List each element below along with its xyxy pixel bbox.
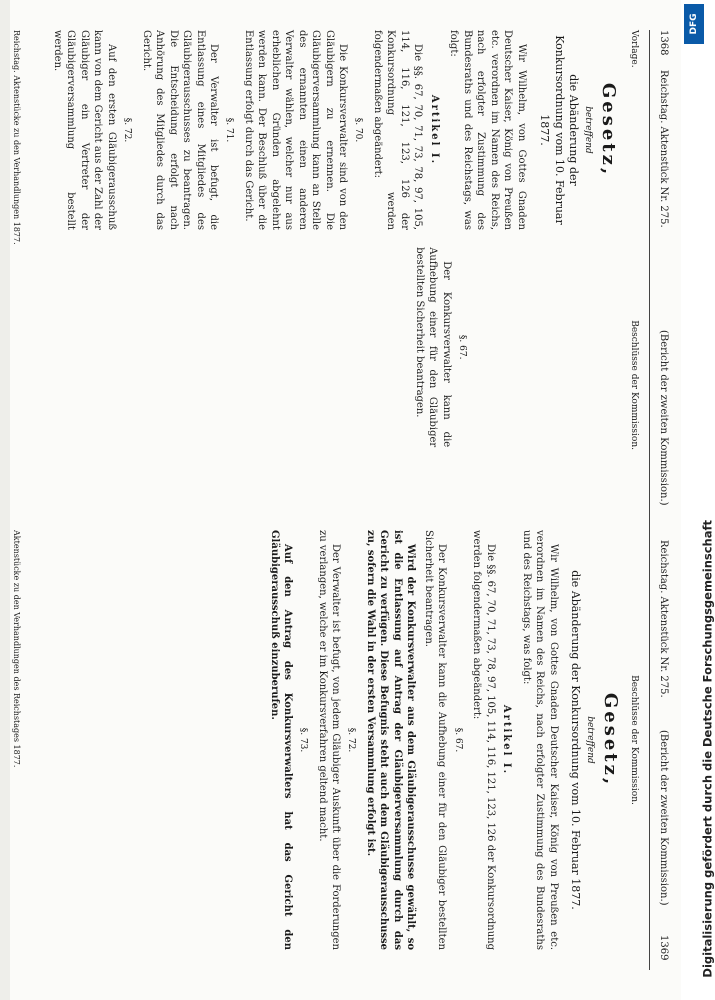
header-title-right: Reichstag. Aktenstück Nr. 275.: [658, 540, 669, 698]
section-71-heading: §. 71.: [224, 117, 235, 143]
right-law-subtitle: betreffend: [584, 716, 595, 764]
right-preamble: Wir Wilhelm, von Gottes Gnaden Deutscher Kaiser, König von Preußen etc. verordnen im Namen des Reichs, nach erfolgter Zustimmung des Bundesraths und des Reichstags, was folgt:: [520, 530, 559, 950]
preamble: Wir Wilhelm, von Gottes Gnaden Deutscher Kaiser, König von Preußen etc. verordnen im Namen des Reichs, nach erfolgter Zustimmung des Bundesraths und des Reichstags, was folgt:: [448, 30, 527, 230]
right-section-73-heading: §. 73.: [298, 727, 309, 753]
left-footer: Reichstag. Aktenstücke zu den Verhandlungen 1877.: [11, 30, 21, 245]
right-page-column: [263, 530, 640, 950]
right-section-73-text: Auf den Antrag des Konkursverwalters hat das Gericht den Gläubigerausschuß einzuberufen.: [268, 530, 294, 950]
right-section-72-text: Der Verwalter ist befugt, von jedem Gläubiger Auskunft über die Forderungen zu verlangen, welche er im Konkursverfahren geltend macht.: [316, 530, 342, 950]
section-67-heading: §. 67.: [456, 334, 467, 360]
article-heading: Artikel I.: [428, 94, 440, 166]
article-text: Die §§. 67, 70, 71, 73, 78, 97, 105, 114, 116, 121, 123, 126 der Konkursordnung werden folgendermaßen abgeändert:: [371, 30, 424, 230]
header-rule: [649, 30, 650, 970]
right-article-heading: Artikel I.: [501, 704, 513, 776]
law-title: Gesetz,: [597, 82, 619, 178]
right-column-label: Beschlüsse der Kommission.: [629, 675, 639, 805]
dfg-logo: DFG: [684, 4, 704, 44]
right-bold-amendment: Wird der Konkursverwalter aus dem Gläubigerausschusse gewählt, so ist die Entlassung auf Antrag der Gläubigerversammlung durch das Gericht zu verfügen. Diese Befugnis steht auch dem Gläubigerausschusse zu, sofern die Wahl in der ersten Versammlung erfolgt ist.: [364, 530, 417, 950]
law-subject: die Abänderung der Konkursordnung vom 10. Februar 1877.: [537, 35, 581, 225]
right-footer: Aktenstücke zu den Verhandlungen des Reichstages 1877.: [11, 530, 21, 768]
dfg-credit: Digitalisierung gefördert durch die Deutsche Forschungsgemeinschaft: [701, 520, 715, 978]
header-mid-right: (Bericht der zweiten Kommission.): [658, 730, 669, 906]
right-law-subject: die Abänderung der Konkursordnung vom 10. Februar 1877.: [569, 570, 583, 910]
dfg-sidebar: [681, 0, 715, 1000]
section-71-text: Der Verwalter ist befugt, die Entlassung eines Mitgliedes des Gläubigerausschusses zu beantragen. Die Entscheidung erfolgt nach Anhörung des Mitgliedes durch das Gericht.: [140, 30, 220, 230]
right-section-72-heading: §. 72.: [346, 727, 357, 753]
page-number-left: 1368: [658, 30, 669, 56]
header-mid-left: (Bericht der zweiten Kommission.): [658, 330, 669, 506]
right-section-67-heading: §. 67.: [452, 727, 463, 753]
right-article-text: Die §§. 67, 70, 71, 73, 78, 97, 105, 114, 116, 121, 123, 126 der Konkursordnung werden folgendermaßen abgeändert:: [471, 530, 496, 950]
left-subcolumn-vorlage: [46, 30, 623, 230]
section-70-text: Die Konkursverwalter sind von den Gläubigern zu ernennen. Die Gläubigerversammlung kann an Stelle des ernannten einen anderen Verwalter wählen, welcher nur aus erheblichen Gründen abgelehnt werden kann. Der Beschluß über die Entlassung erfolgt durch das Gericht.: [242, 30, 349, 230]
page-number-right: 1369: [658, 935, 669, 961]
law-subtitle: betreffend: [582, 106, 593, 154]
left-subcolumn-beschluesse: [408, 247, 624, 447]
left-page-column: [46, 30, 640, 450]
section-70-heading: §. 70.: [353, 117, 364, 143]
section-67-text: Der Konkursverwalter kann die Aufhebung einer für den Gläubiger bestellten Sicherheit beantragen.: [413, 247, 452, 448]
header-title-left: Reichstag. Aktenstück Nr. 275.: [658, 70, 669, 228]
right-law-title: Gesetz,: [599, 692, 621, 788]
section-72-heading: §. 72.: [122, 117, 133, 143]
running-header: [652, 30, 670, 970]
section-72-text: Auf den ersten Gläubigerausschuß kann von dem Gericht aus der Zahl der Gläubiger ein Vertreter der Gläubigerversammlung bestellt werden.: [51, 30, 117, 230]
column-label-beschluesse: Beschlüsse der Kommission.: [629, 320, 639, 450]
right-section-67-text: Der Konkursverwalter kann die Aufhebung einer für den Gläubiger bestellten Sicherheit beantragen.: [422, 530, 448, 950]
column-label-vorlage: Vorlage.: [629, 30, 639, 68]
